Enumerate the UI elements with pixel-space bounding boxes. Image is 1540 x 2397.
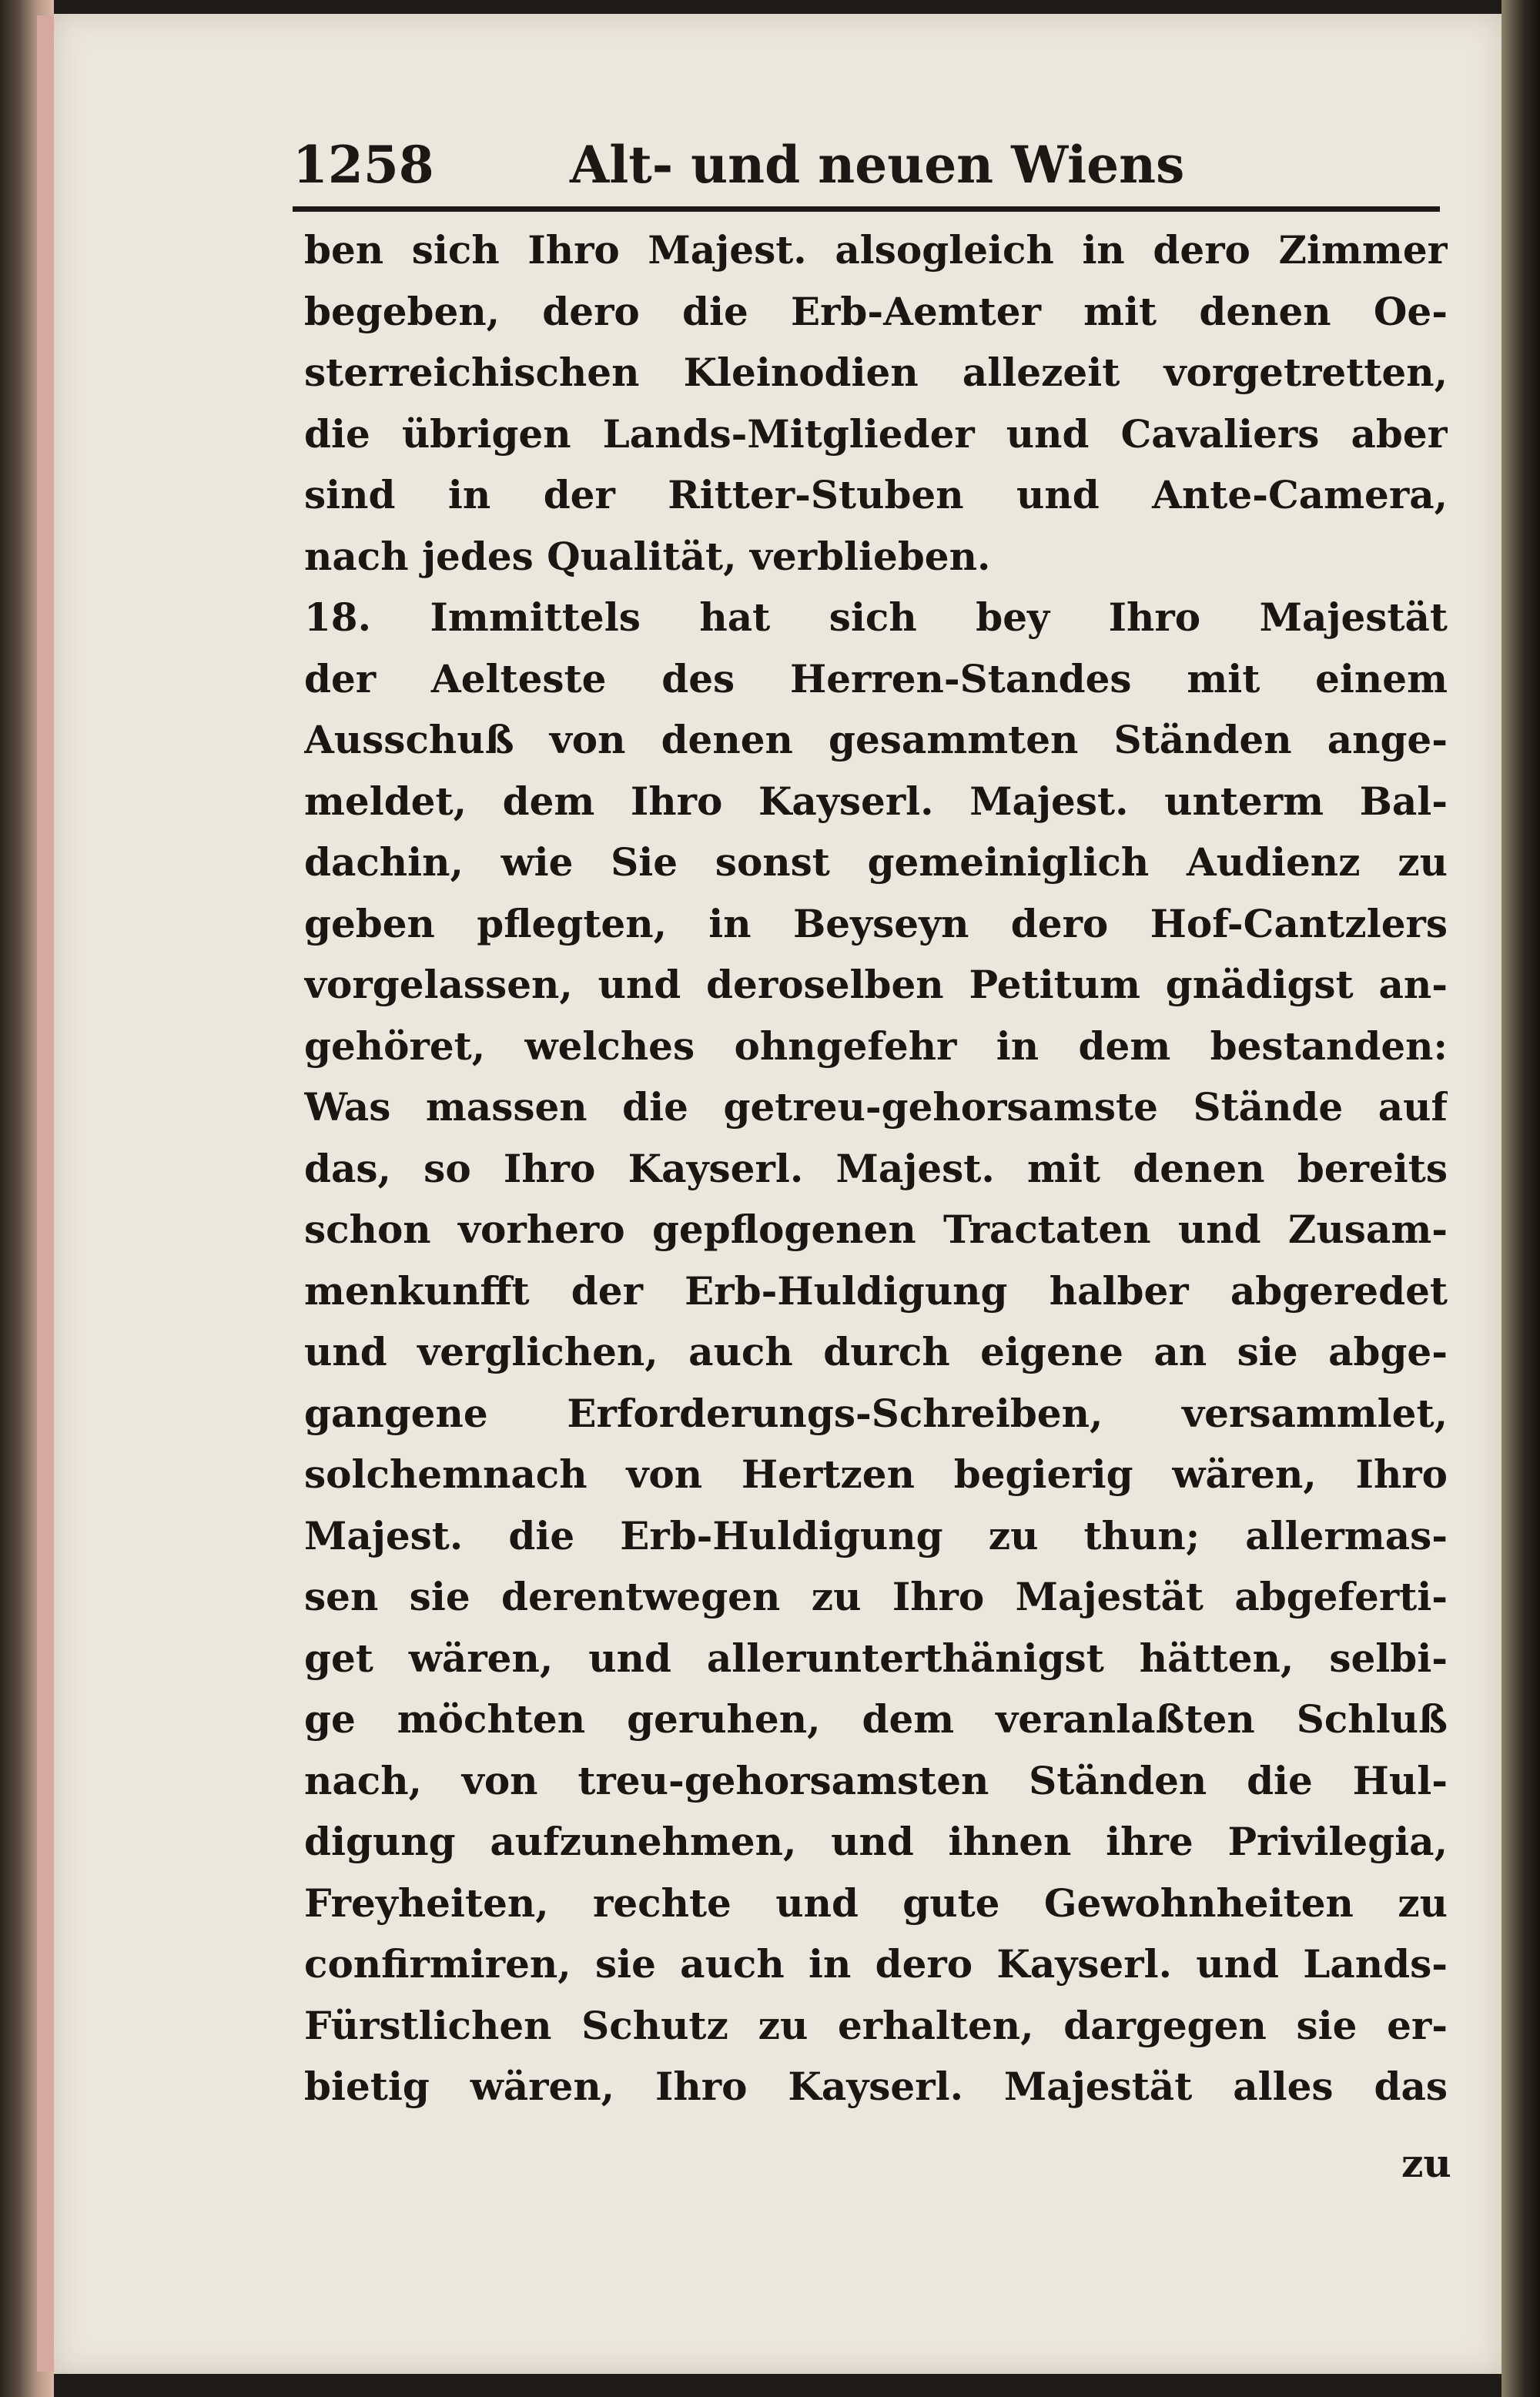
text-line: der Aelteste des Herren-Standes mit einem — [304, 655, 1448, 701]
text-line: gehöret, welches ohngefehr in dem bestanden: — [304, 1023, 1448, 1069]
text-line: Fürstlichen Schutz zu erhalten, dargegen sie er- — [304, 2002, 1448, 2048]
text-line: bietig wären, Ihro Kayserl. Majestät alles das — [304, 2064, 1448, 2109]
text-line: und verglichen, auch durch eigene an sie abge- — [304, 1329, 1448, 1374]
text-line: schon vorhero gepflogenen Tractaten und Zusam- — [304, 1207, 1448, 1252]
text-line: sind in der Ritter-Stuben und Ante-Camera, — [304, 472, 1448, 517]
text-line: das, so Ihro Kayserl. Majest. mit denen bereits — [304, 1145, 1448, 1191]
text-line: nach jedes Qualität, verblieben. — [304, 533, 991, 579]
text-line: ben sich Ihro Majest. alsogleich in dero Zimmer — [304, 227, 1448, 273]
text-line: Majest. die Erb-Huldigung zu thun; allermas- — [304, 1512, 1448, 1558]
text-line: geben pflegten, in Beyseyn dero Hof-Cantzlers — [304, 900, 1448, 946]
text-line: dachin, wie Sie sonst gemeiniglich Audienz zu — [304, 839, 1448, 885]
text-line: ge möchten geruhen, dem veranlaßten Schluß — [304, 1696, 1448, 1742]
running-head: Alt- und neuen Wiens — [570, 135, 1185, 195]
text-line: Ausschuß von denen gesammten Ständen ange- — [304, 717, 1448, 762]
text-line: menkunfft der Erb-Huldigung halber abgeredet — [304, 1267, 1448, 1314]
page-header — [293, 135, 1448, 204]
text-line: get wären, und allerunterthänigst hätten, selbi- — [304, 1635, 1448, 1681]
text-line: meldet, dem Ihro Kayserl. Majest. unterm Bal- — [304, 778, 1448, 824]
text-line: vorgelassen, und deroselben Petitum gnädigst an- — [304, 962, 1448, 1007]
header-rule — [293, 206, 1440, 212]
text-line: nach, von treu-gehorsamsten Ständen die Hul- — [304, 1757, 1448, 1803]
text-line: solchemnach von Hertzen begierig wären, Ihro — [304, 1451, 1448, 1497]
book-edge-right — [1502, 0, 1540, 2397]
text-line: Was massen die getreu-gehorsamste Stände auf — [304, 1084, 1448, 1130]
text-line: confirmiren, sie auch in dero Kayserl. und Lands- — [304, 1941, 1448, 1987]
body-text — [304, 219, 1448, 2117]
text-line: 18. Immittels hat sich bey Ihro Majestät — [304, 594, 1448, 640]
page-edge-left — [37, 15, 54, 2372]
text-line: begeben, dero die Erb-Aemter mit denen Oe- — [304, 288, 1448, 334]
text-line: sen sie derentwegen zu Ihro Majestät abgeferti- — [304, 1574, 1448, 1619]
text-line: die übrigen Lands-Mitglieder und Cavaliers aber — [304, 410, 1448, 457]
catchword: zu — [1401, 2141, 1451, 2186]
text-line: Freyheiten, rechte und gute Gewohnheiten zu — [304, 1880, 1448, 1926]
text-line: sterreichischen Kleinodien allezeit vorgetretten, — [304, 350, 1448, 395]
text-line: digung aufzunehmen, und ihnen ihre Privilegia, — [304, 1819, 1448, 1864]
page-number: 1258 — [293, 135, 434, 195]
text-line: gangene Erforderungs-Schreiben, versammlet, — [304, 1390, 1448, 1436]
